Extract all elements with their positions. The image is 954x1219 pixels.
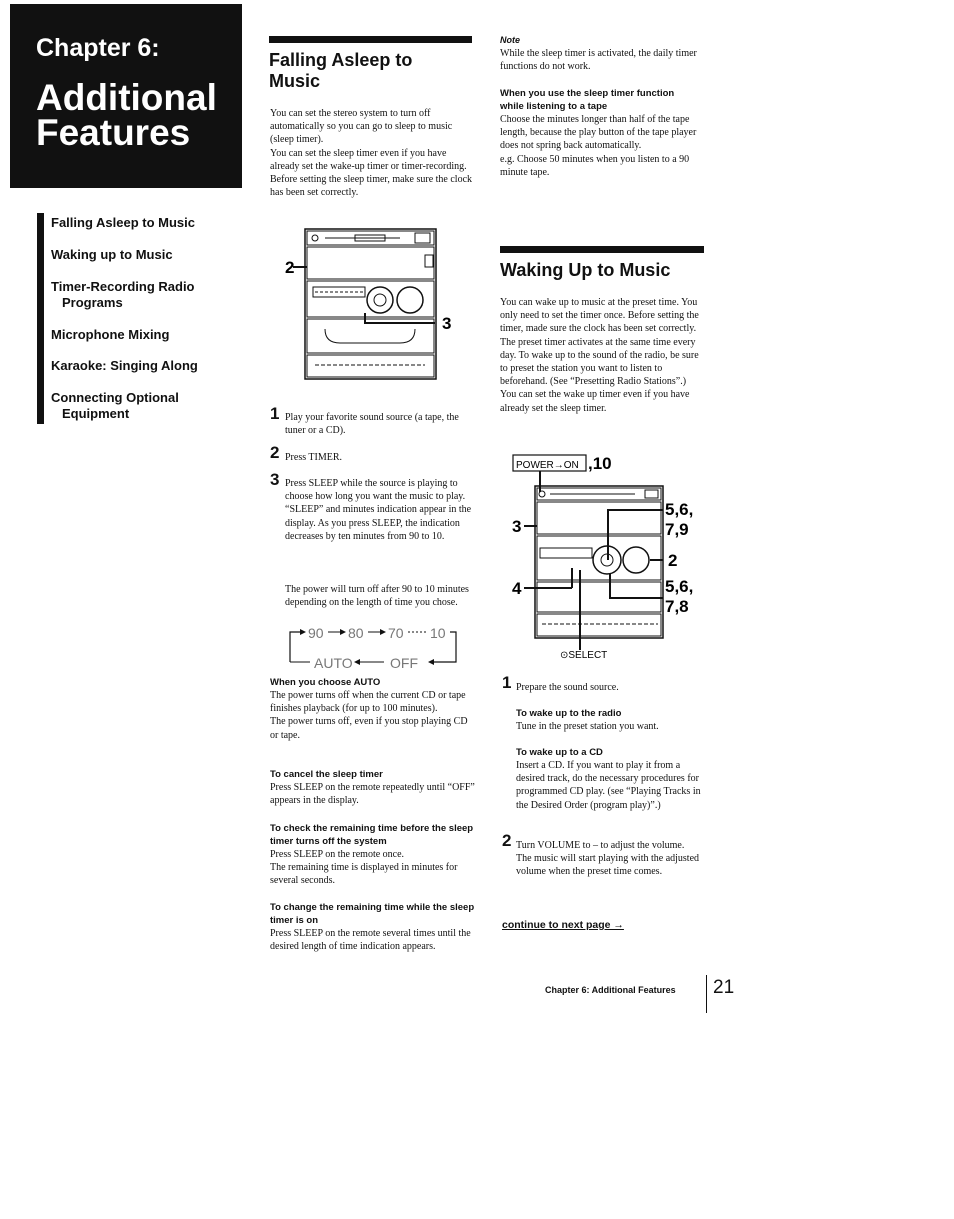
tape-text: Choose the minutes longer than half of the tape length, because the play button of the tape player does not spring back automatically. e.g. Choose 50 minutes when you listen to a 90 minute tape.	[500, 114, 697, 178]
wake-callout-5678-b: 7,8	[665, 597, 689, 616]
power-note: The power will turn off after 90 to 10 minutes depending on the length of time you chose.	[285, 584, 469, 609]
step-number: 2	[502, 831, 512, 850]
toc-item-falling-asleep[interactable]: Falling Asleep to Music	[51, 215, 195, 230]
step-number: 1	[270, 404, 280, 423]
stereo-figure-sleep	[285, 225, 455, 387]
cycle-auto: AUTO	[314, 655, 353, 671]
step-text: Turn VOLUME to – to adjust the volume. The music will start playing with the adjusted volume when the preset time comes.	[516, 840, 700, 878]
radio-text: Tune in the preset station you want.	[516, 721, 659, 732]
wake-heading: Waking Up to Music	[500, 260, 671, 280]
cycle-70: 70	[388, 625, 404, 641]
footer-label: Chapter 6: Additional Features	[545, 985, 676, 995]
select-label: ⊙SELECT	[560, 650, 608, 661]
continue-link[interactable]: continue to next page →	[502, 919, 624, 931]
chapter-title-line1: Additional	[36, 77, 217, 118]
wake-callout-2: 2	[668, 551, 678, 570]
check-text: Press SLEEP on the remote once. The remaining time is displayed in minutes for several seconds.	[270, 849, 458, 887]
tape-heading: When you use the sleep timer function while listening to a tape	[500, 88, 675, 112]
footer-divider	[706, 975, 707, 1013]
power-on-label: POWER→ON	[516, 460, 579, 471]
step-number: 1	[502, 673, 512, 692]
wake-callout-5679-a: 5,6,	[665, 500, 694, 519]
step-text: Press SLEEP while the source is playing to choose how long you want the music to play. “SLEEP” and minutes indication appear in the display. As you press SLEEP, the indication decreases by ten minutes from 90 to 10.	[285, 478, 472, 542]
radio-heading: To wake up to the radio	[516, 708, 622, 719]
wake-callout-3: 3	[512, 517, 522, 536]
sleep-cycle-diagram	[282, 622, 472, 672]
cancel-text: Press SLEEP on the remote repeatedly until “OFF” appears in the display.	[270, 782, 475, 807]
toc-item-timer-recording[interactable]: Timer-Recording Radio Programs	[51, 279, 195, 310]
page-number: 21	[713, 977, 735, 998]
cycle-off: OFF	[390, 655, 418, 671]
step-number: 3	[270, 470, 280, 489]
cd-heading: To wake up to a CD	[516, 747, 603, 758]
section-rule	[500, 246, 704, 253]
cancel-heading: To cancel the sleep timer	[270, 769, 383, 780]
cycle-90: 90	[308, 625, 324, 641]
cd-text: Insert a CD. If you want to play it from a desired track, do the necessary procedures for programmed CD play. (see “Playing Tracks in the Desired Order (program play)”.)	[516, 760, 701, 811]
cycle-10: 10	[430, 625, 446, 641]
chapter-title	[36, 77, 217, 153]
toc-item-microphone-mixing[interactable]: Microphone Mixing	[51, 327, 170, 342]
sleep-heading: Falling Asleep to Music	[269, 50, 413, 91]
change-heading: To change the remaining time while the sleep timer is on	[270, 902, 475, 926]
section-rule	[269, 36, 472, 43]
stereo-figure-wake	[510, 450, 710, 665]
chapter-title-line2: Features	[36, 112, 191, 153]
step-text: Play your favorite sound source (a tape, the tuner or a CD).	[285, 412, 459, 437]
toc-bar	[37, 213, 44, 424]
cycle-80: 80	[348, 625, 364, 641]
note-label: Note	[500, 35, 520, 45]
auto-text: The power turns off when the current CD or tape finishes playback (for up to 100 minutes). The power turns off, even if you stop playing CD or tape.	[270, 690, 468, 741]
note-text: While the sleep timer is activated, the daily timer functions do not work.	[500, 48, 697, 73]
power-step-callout: ,10	[588, 454, 612, 473]
check-heading: To check the remaining time before the sleep timer turns off the system	[270, 823, 474, 847]
toc-item-karaoke[interactable]: Karaoke: Singing Along	[51, 358, 198, 373]
auto-heading: When you choose AUTO	[270, 677, 381, 688]
chapter-label: Chapter 6:	[36, 34, 160, 62]
figure-callout-left: 2	[285, 258, 295, 277]
wake-callout-4: 4	[512, 579, 522, 598]
change-text: Press SLEEP on the remote several times until the desired length of time indication appears.	[270, 928, 471, 953]
toc-item-waking-up[interactable]: Waking up to Music	[51, 247, 173, 262]
step-number: 2	[270, 443, 280, 462]
step-text: Press TIMER.	[285, 452, 343, 463]
wake-callout-5679-b: 7,9	[665, 520, 689, 539]
figure-callout-right: 3	[442, 314, 452, 333]
wake-intro: You can wake up to music at the preset time. You only need to set the timer once. Before setting the timer, made sure the clock has been set correctly. The preset timer activates at the same time every day. To wake up to the sound of the radio, be sure to preset the station you want to listen to beforehand. (See “Presetting Radio Stations”.) You can set the wake up timer even if you have already set the sleep timer.	[500, 297, 699, 414]
wake-callout-5678-a: 5,6,	[665, 577, 694, 596]
step-text: Prepare the sound source.	[516, 682, 619, 693]
toc-item-optional-equipment[interactable]: Connecting Optional Equipment	[51, 390, 179, 421]
sleep-intro: You can set the stereo system to turn off automatically so you can go to sleep to music (sleep timer). You can set the sleep timer even if you have already set the wake-up timer or timer-recording. Before setting the sleep timer, make sure the clock has been set correctly.	[270, 108, 473, 199]
